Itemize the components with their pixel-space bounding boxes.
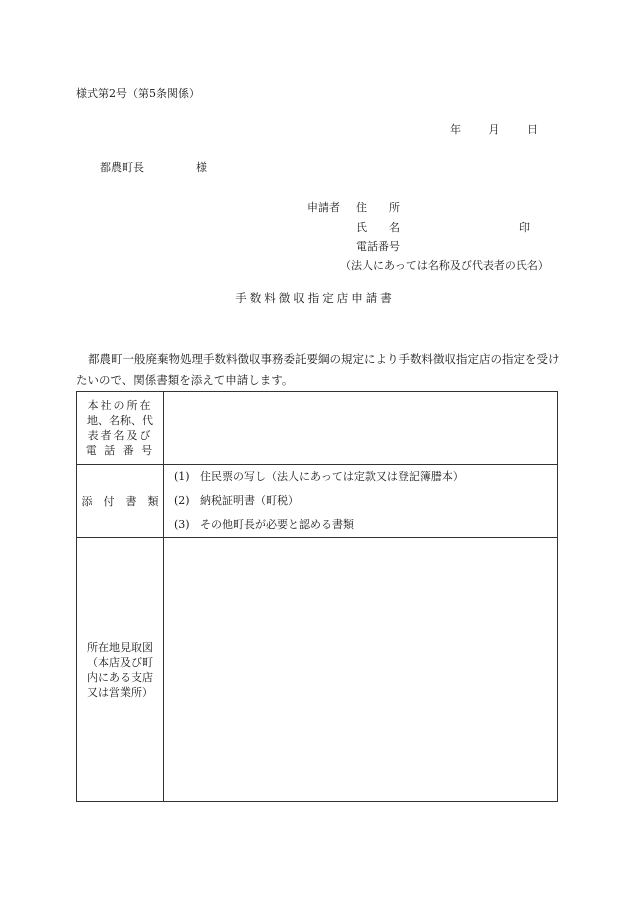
- company-info-field[interactable]: [164, 392, 558, 465]
- attachment-item: [164, 465, 557, 489]
- attachment-item: [164, 489, 557, 513]
- attachment-text: 住民票の写し（法人にあっては定款又は登記簿謄本）: [200, 470, 464, 483]
- company-info-label: [77, 392, 164, 465]
- address-label: 住 所: [356, 201, 400, 214]
- company-info-label-line: 電 話 番 号: [85, 444, 155, 457]
- phone-label: 電話番号: [356, 240, 400, 253]
- attachments-label: 添 付 書 類: [77, 465, 164, 538]
- attachment-item: [164, 513, 557, 537]
- attachment-number: (3): [174, 518, 190, 531]
- corporate-note: （法人にあっては名称及び代表者の氏名）: [340, 259, 549, 272]
- date-line: [450, 124, 538, 135]
- date-day: 日: [527, 123, 538, 136]
- addressee: [100, 162, 207, 173]
- document-title: 手数料徴収指定店申請書: [235, 291, 395, 305]
- location-map-field[interactable]: [164, 538, 558, 802]
- location-map-label: [77, 538, 164, 802]
- addressee-name: 都農町長: [100, 161, 144, 174]
- name-label: 氏 名: [356, 221, 400, 234]
- attachment-text: その他町長が必要と認める書類: [200, 518, 354, 531]
- company-info-label-line: 地、名称、代: [87, 414, 153, 427]
- seal-mark: 印: [519, 221, 530, 234]
- date-month: 月: [488, 123, 500, 136]
- form-number: 様式第2号（第5条関係）: [76, 87, 200, 100]
- location-map-label-line: 又は営業所）: [87, 685, 153, 699]
- location-map-label-line: （本店及び町: [87, 655, 153, 669]
- applicant-label: 申請者: [307, 201, 340, 214]
- attachments-list: [164, 465, 558, 538]
- attachment-number: (1): [174, 470, 190, 483]
- location-map-row: [77, 538, 558, 802]
- attachments-row: [77, 465, 558, 538]
- company-info-label-line: 表者名及び: [87, 429, 153, 442]
- attachment-number: (2): [174, 494, 190, 507]
- date-year: 年: [450, 123, 461, 136]
- location-map-label-line: 内にある支店: [87, 670, 153, 684]
- attachment-text: 納税証明書（町税）: [200, 494, 299, 507]
- location-map-label-line: 所在地見取図: [87, 640, 153, 654]
- company-info-row: [77, 392, 558, 465]
- application-table: [76, 391, 558, 802]
- company-info-label-line: 本社の所在: [87, 399, 153, 412]
- addressee-honorific: 様: [196, 161, 207, 174]
- application-statement: 都農町一般廃棄物処理手数料徴収事務委託要綱の規定により手数料徴収指定店の指定を受けたいので、関係書類を添えて申請します。: [76, 352, 560, 387]
